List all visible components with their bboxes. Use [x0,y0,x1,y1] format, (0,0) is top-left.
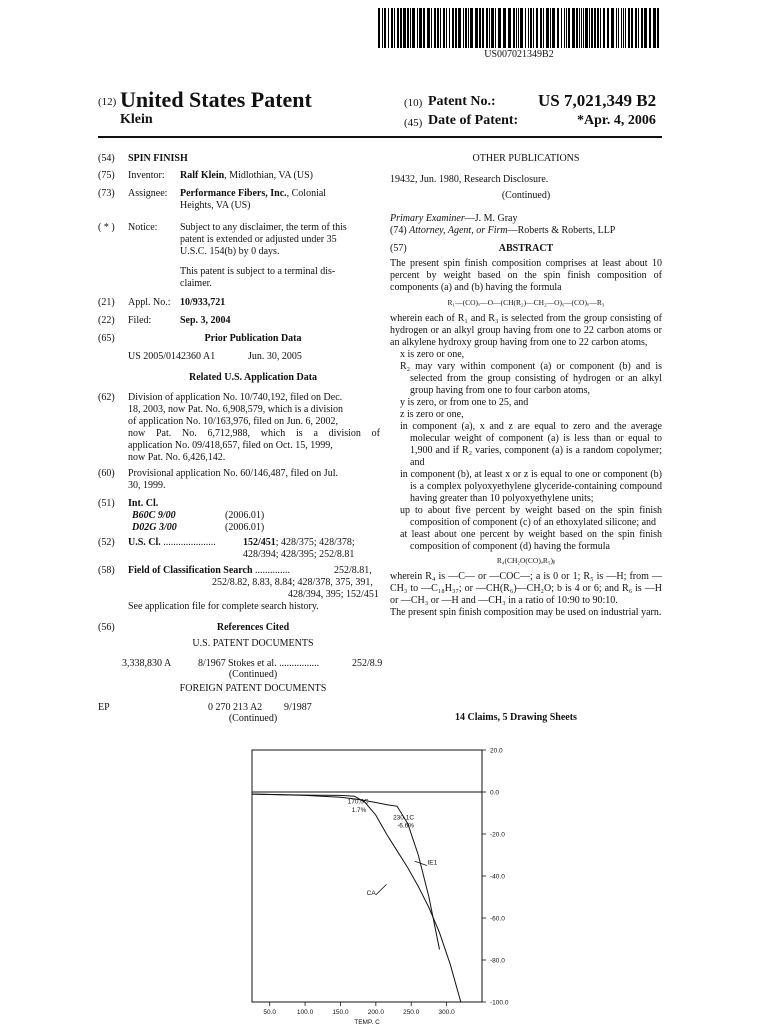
terminal-disclaimer-1: This patent is subject to a terminal dis- [180,266,336,277]
abstract-item-2: R₂ may vary within component (a) or component (b) and is selected from the group consisting of hydrogen or an alkyl group having from one to four carbon atoms, [400,361,662,396]
barcode-bar [631,8,633,48]
barcode-bar [475,8,478,48]
int-cl-version-2: (2006.01) [225,522,265,533]
barcode-bar [657,8,659,48]
division-line-1: Division of application No. 10/740,192, filed on Dec. [128,392,343,403]
us-patent-docs-heading: U.S. PATENT DOCUMENTS [192,638,314,649]
barcode-bar [440,8,441,48]
barcode-bars [378,8,660,48]
barcode-bar [520,8,523,48]
barcode-bar [468,8,469,48]
barcode-bar [412,8,415,48]
barcode-bar [625,8,626,48]
division-line-2: 18, 2003, now Pat. No. 6,908,579, which is a division [128,404,343,415]
barcode-bar [561,8,562,48]
y-tick-label: 0.0 [490,789,500,797]
assignee-value: Performance Fibers, Inc., Colonial [180,188,327,199]
ca-leader [376,884,387,895]
patent-no-code: (10) [404,97,423,109]
barcode-bar [653,8,656,48]
document-title: United States Patent [120,87,312,112]
barcode-bar [628,8,630,48]
code-73: (73) [98,188,115,199]
barcode-bar [623,8,624,48]
barcode-bar [495,8,496,48]
barcode-bar [443,8,445,48]
barcode-bar [518,8,519,48]
ref-who: Stokes et al. ................ [228,658,320,669]
abstract-heading: ABSTRACT [498,243,554,254]
barcode-bar [635,8,637,48]
attorney: (74) Attorney, Agent, or Firm—Roberts & Roberts, LLP [390,225,616,236]
barcode-bar [536,8,538,48]
barcode-bar [384,8,386,48]
barcode-bar [489,8,490,48]
abstract-paragraph-2: wherein each of R₁ and R₃ is selected from the group consisting of hydrogen or an alkyl group having from one to 22 carbon atoms or an alkylene hydroxy group having from one to 22 carbon atoms, [390,313,662,348]
code-21: (21) [98,297,115,308]
abstract-item-7: up to about five percent by weight based on the spin finish composition of component (c) of an ethoxylated silicone; and [400,505,662,528]
invention-title: SPIN FINISH [128,153,188,164]
plot-frame [252,750,482,1002]
barcode-bar [455,8,457,48]
abstract-paragraph-4: The present spin finish composition may be used on industrial yarn. [390,607,662,618]
y-tick-label: -20.0 [490,831,505,839]
us-cl: U.S. Cl. ..................... [128,537,216,548]
ref-number: 3,338,830 A [122,658,172,669]
barcode-bar [452,8,454,48]
notice-line-2: patent is extended or adjusted under 35 [180,234,337,245]
abstract-paragraph-1: The present spin finish composition comprises at least about 10 percent by weight based on the spin finish composition of components (a) and (b) having the formula [390,258,662,293]
y-tick-label: -100.0 [490,999,509,1007]
y-tick-label: -80.0 [490,957,505,965]
barcode-bar [581,8,582,48]
x-tick-label: 300.0 [438,1009,455,1016]
barcode-bar [407,8,409,48]
provisional-line-2: 30, 1999. [128,480,166,491]
y-tick-label: 20.0 [490,747,503,755]
appl-no-label: Appl. No.: [128,297,171,308]
series-label-IE1: IE1 [427,859,438,867]
x-tick-label: 100.0 [296,1009,314,1016]
appl-no-value: 10/933,721 [180,297,226,308]
us-refs-continued: (Continued) [228,669,278,680]
filed-value: Sep. 3, 2004 [180,315,231,326]
inventor-label: Inventor: [128,170,165,181]
barcode-bar [431,8,432,48]
y-tick-label: -60.0 [490,915,505,923]
annotation-230c: 230.1C [393,814,415,822]
barcode-bar [525,8,526,48]
code-56: (56) [98,622,115,633]
prior-publication-number: US 2005/0142360 A1 [128,351,216,362]
assignee-line2: Heights, VA (US) [180,200,251,211]
barcode-bar [400,8,402,48]
patent-no-label: Patent No.: [428,94,496,109]
abstract-item-1: x is zero or one, [400,349,465,360]
field-of-search-value-2: 252/8.82, 8.83, 8.84; 428/378, 375, 391, [212,577,373,588]
barcode-bar [591,8,593,48]
other-publication-ref: 19432, Jun. 1980, Research Disclosure. [390,174,549,185]
barcode-bar [419,8,422,48]
annotation-6-6pct: -6.6% [397,822,415,830]
foreign-refs-continued: (Continued) [228,713,278,724]
barcode-bar [397,8,399,48]
notice-label: Notice: [128,222,158,233]
us-cl-line2: 428/394; 428/395; 252/8.81 [243,549,355,560]
barcode-bar [403,8,406,48]
abstract-paragraph-3: wherein R₄ is —C— or —COC—; a is 0 or 1; R₅ is —H; from —CH₃ to —C₁₈H₃₇; or —CH(R₆)—CH₂O; b is 4 or 6; and R₆ is —H or —CH₃ or —H and —CH₃ in a ratio of 10:90 to 90:10. [390,571,662,606]
abstract-item-5: in component (a), x and z are equal to zero and the average molecular weight of component (a) is less than or equal to 1,900 and if R₂ varies, component (a) is a random copolymer; and [400,421,662,468]
terminal-disclaimer-2: claimer. [180,278,212,289]
prior-publication-heading: Prior Publication Data [204,333,302,344]
barcode-bar [618,8,619,48]
code-51: (51) [98,498,115,509]
barcode-bar [540,8,542,48]
barcode-bar [603,8,605,48]
barcode-bar [583,8,584,48]
barcode-bar [576,8,578,48]
code-57: (57) [390,243,407,254]
code-54: (54) [98,153,115,164]
assignee-label: Assignee: [128,188,168,199]
claims-summary: 14 Claims, 5 Drawing Sheets [455,712,577,723]
notice-line-3: U.S.C. 154(b) by 0 days. [180,246,280,257]
field-of-search: Field of Classification Search .............. [128,565,291,576]
barcode-bar [533,8,534,48]
code-22: (22) [98,315,115,326]
barcode-bar [572,8,575,48]
field-of-search-value-3: 428/394, 395; 152/451 [288,589,379,600]
division-line-4: now Pat. No. 6,712,988, which is a division of [128,428,380,439]
search-history-note: See application file for complete search history. [128,601,319,612]
barcode-bar [621,8,622,48]
patent-number: US 7,021,349 B2 [538,91,657,110]
x-axis-label: TEMP. C [354,1019,380,1024]
other-publications-heading: OTHER PUBLICATIONS [472,153,580,164]
division-line-3: of application No. 10/163,976, filed on Jun. 6, 2002, [128,416,338,427]
barcode-bar [446,8,447,48]
barcode-bar [552,8,555,48]
abstract-item-3: y is zero, or from one to 25, and [400,397,529,408]
abstract-body [390,258,662,619]
y-tick-label: -40.0 [490,873,505,881]
barcode-bar [638,8,639,48]
prior-publication-date: Jun. 30, 2005 [248,351,302,362]
barcode-bar [388,8,389,48]
abstract-item-6: in component (b), at least x or z is equal to one or component (b) is a complex polyoxyethylene glyceride-containing compound having greater than 10 polyoxyethylene units; [400,469,662,504]
formula-2: R₄(CH₂O(CO)ₐR₅)ᵦ [496,556,556,565]
inventor-surname: Klein [120,112,153,127]
x-tick-label: 150.0 [332,1009,349,1016]
other-publications-continued: (Continued) [501,190,551,201]
barcode-bar [479,8,481,48]
barcode-bar [649,8,651,48]
barcode-bar [382,8,383,48]
barcode-bar [503,8,506,48]
ref-class: 252/8.9 [352,658,383,669]
barcode-bar [423,8,425,48]
barcode-bar [378,8,380,48]
code-60: (60) [98,468,115,479]
filed-label: Filed: [128,315,152,326]
inventor-value: Ralf Klein, Midlothian, VA (US) [180,170,313,181]
barcode-bar [644,8,647,48]
code-62: (62) [98,392,115,403]
abstract-item-8: at least about one percent by weight based on the spin finish composition of component (d) having the formula [400,529,662,552]
code-75: (75) [98,170,115,181]
tga-chart [250,742,530,1024]
series-label-CA: CA [366,889,376,897]
notice-line-1: Subject to any disclaimer, the term of this [180,222,347,233]
barcode-bar [486,8,488,48]
abstract-item-4: z is zero or one, [400,409,464,420]
primary-examiner: Primary Examiner—J. M. Gray [390,213,518,224]
barcode-bar [550,8,551,48]
barcode-bar [579,8,580,48]
barcode-bar [458,8,461,48]
int-cl-class-1: B60C 9/00 [132,510,176,521]
barcode-bar [557,8,559,48]
barcode-bar [528,8,529,48]
ref-date: 8/1967 [198,658,226,669]
us-cl-value: 152/451; 428/375; 428/378; [243,537,355,548]
barcode-bar [616,8,617,48]
barcode-bar [465,8,467,48]
field-of-search-value-1: 252/8.81, [334,565,372,576]
barcode-bar [470,8,473,48]
barcode-bar [600,8,601,48]
barcode-bar [394,8,395,48]
foreign-docs-heading: FOREIGN PATENT DOCUMENTS [179,683,327,694]
barcode-bar [566,8,567,48]
related-heading: Related U.S. Application Data [188,372,318,383]
code-65: (65) [98,333,115,344]
x-tick-label: 50.0 [263,1009,277,1016]
barcode-bar [449,8,450,48]
barcode-bar [546,8,549,48]
int-cl-label: Int. Cl. [128,498,159,509]
kind-code: (12) [98,96,117,108]
foreign-date: 9/1987 [284,702,312,713]
barcode-bar [498,8,501,48]
barcode [378,8,660,48]
date-label: Date of Patent: [428,113,519,128]
x-tick-label: 200.0 [367,1009,384,1016]
annotation-170c: 170.0C [347,798,369,806]
x-tick-label: 250.0 [403,1009,420,1016]
int-cl-version-1: (2006.01) [225,510,265,521]
code-notice: ( * ) [98,222,115,233]
barcode-bar [508,8,511,48]
foreign-country: EP [98,702,110,713]
code-52: (52) [98,537,115,548]
barcode-bar [417,8,418,48]
barcode-bar [516,8,517,48]
barcode-bar [491,8,494,48]
code-58: (58) [98,565,115,576]
barcode-bar [641,8,643,48]
references-heading: References Cited [216,622,290,633]
barcode-bar [597,8,599,48]
barcode-bar [611,8,614,48]
barcode-bar [589,8,590,48]
annotation-1-7pct: 1.7% [351,806,367,814]
int-cl-class-2: D02G 3/00 [132,522,177,533]
chart-svg [250,742,530,1024]
barcode-bar [594,8,596,48]
barcode-bar [437,8,439,48]
barcode-bar [482,8,484,48]
formula-1: R₁—(CO)ₓ—O—(CH(R₂)—CH₂—O)ᵧ—(CO)ᵤ—R₃ [447,298,605,307]
header-rule [98,136,662,138]
barcode-bar [391,8,393,48]
provisional-line-1: Provisional application No. 60/146,487, filed on Jul. [128,468,338,479]
barcode-bar [513,8,515,48]
barcode-number: US007021349B2 [484,49,554,60]
barcode-bar [463,8,464,48]
date-code: (45) [404,117,423,129]
foreign-number: 0 270 213 A2 [208,702,263,713]
barcode-bar [434,8,436,48]
barcode-bar [585,8,588,48]
barcode-bar [564,8,565,48]
barcode-bar [568,8,570,48]
division-line-6: now Pat. No. 6,426,142. [128,452,226,463]
barcode-bar [543,8,544,48]
patent-date: *Apr. 4, 2006 [577,113,656,128]
division-line-5: application No. 09/418,657, filed on Oct. 15, 1999, [128,440,333,451]
barcode-bar [410,8,411,48]
barcode-bar [607,8,609,48]
barcode-bar [530,8,532,48]
barcode-bar [427,8,430,48]
